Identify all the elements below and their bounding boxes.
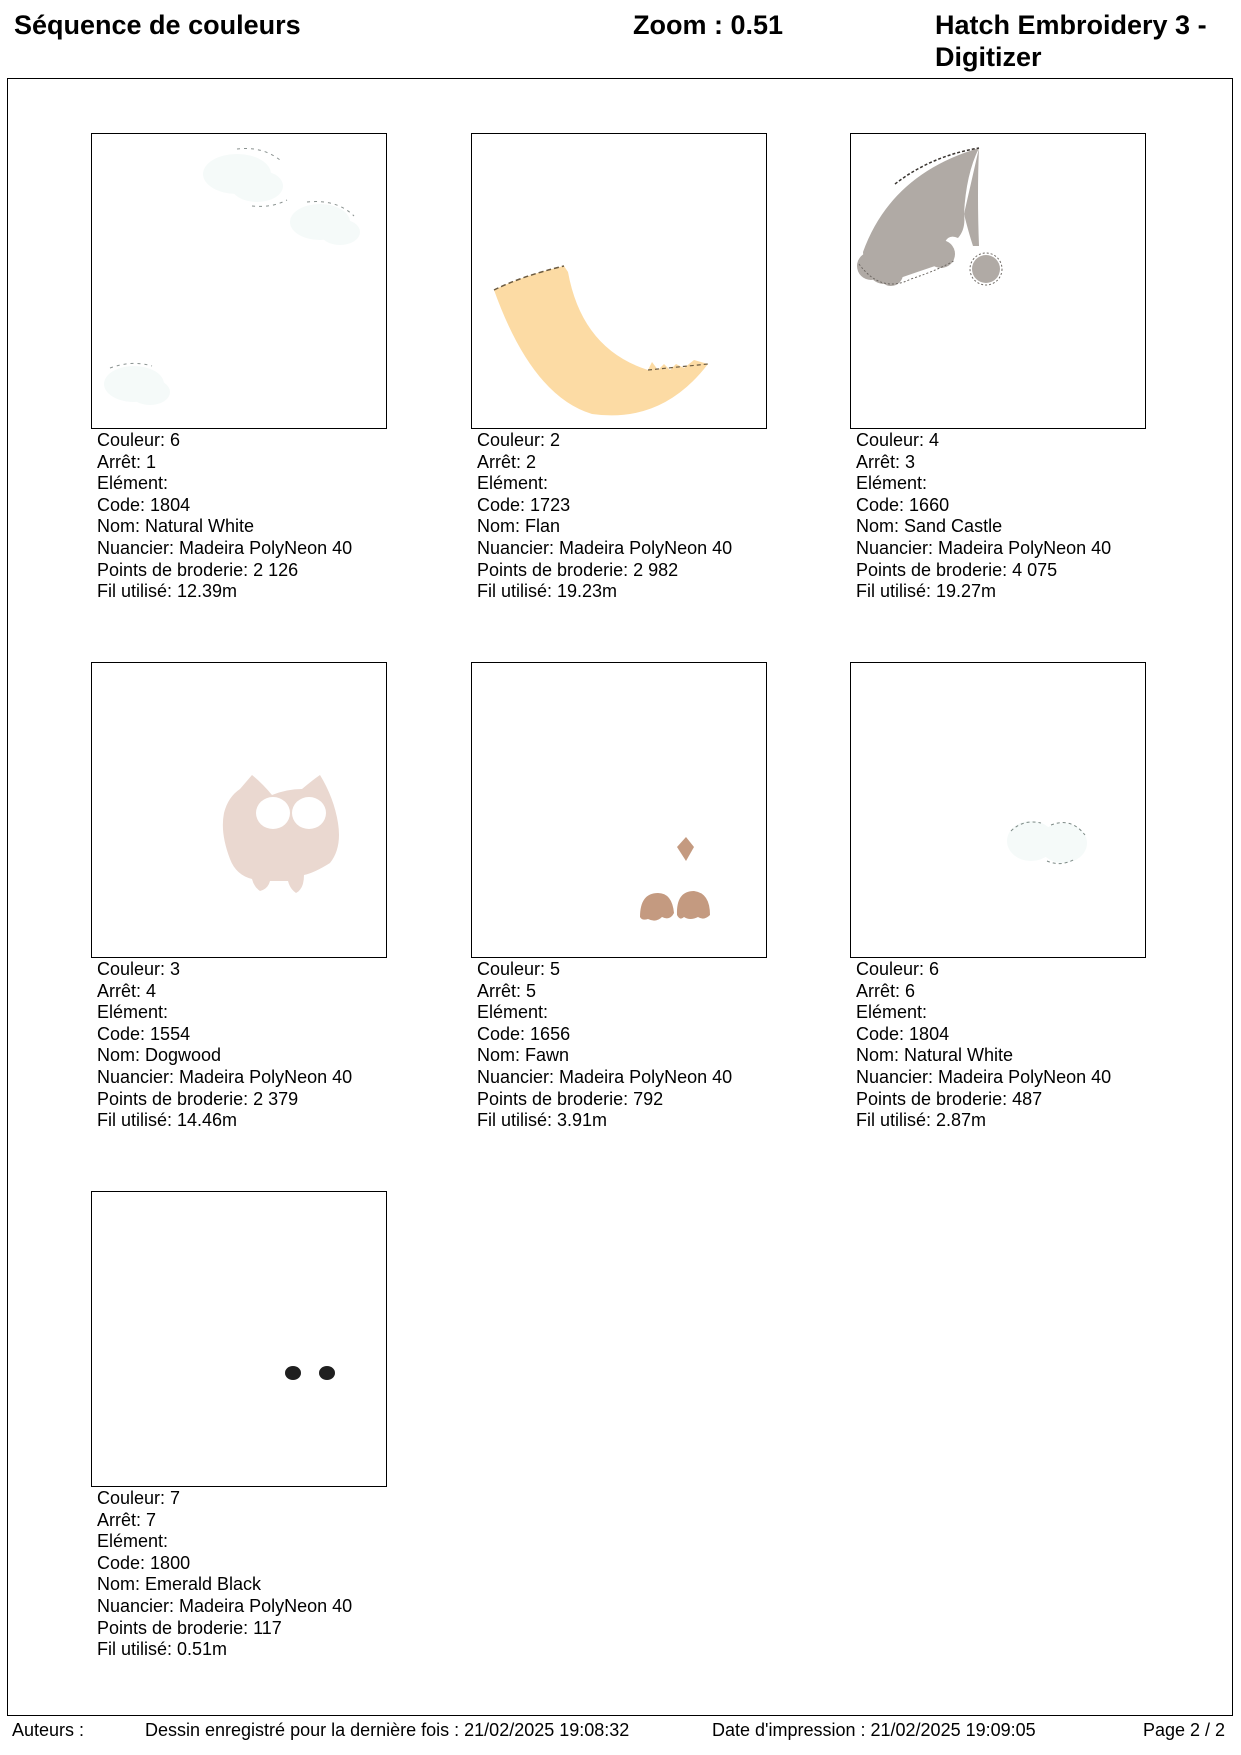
nuancier-value: Madeira PolyNeon 40 (179, 537, 353, 558)
zoom-label: Zoom : 0.51 (633, 10, 784, 40)
footer-saved-date: Dessin enregistré pour la dernière fois : 21/02/2025 19:08:32 (145, 1720, 630, 1740)
color-stop-preview (91, 1191, 387, 1487)
owl-beak-feet-icon (472, 663, 766, 957)
fil-value: 3.91m (557, 1110, 608, 1131)
nuancier-value: Madeira PolyNeon 40 (938, 537, 1112, 558)
points-value: 792 (633, 1088, 664, 1109)
fil-value: 14.46m (177, 1110, 238, 1131)
color-stop-details: Couleur: 5 Arrêt: 5 Elément: Code: 1656 Nom: Fawn Nuancier: Madeira PolyNeon 40 Points de broderie: 792 Fil utilisé: 3.91m (477, 959, 733, 1131)
nom-value: Emerald Black (145, 1574, 262, 1595)
fil-value: 0.51m (177, 1639, 228, 1660)
element-label: Elément: (477, 1002, 549, 1023)
couleur-value: 2 (550, 430, 561, 450)
fil-value: 2.87m (936, 1110, 987, 1131)
santa-hat-icon (851, 134, 1145, 428)
color-stop-preview (471, 133, 767, 429)
footer-page-number: Page 2 / 2 (1143, 1720, 1226, 1740)
moon-crescent-icon (472, 134, 766, 428)
points-value: 2 982 (633, 559, 679, 580)
nom-value: Fawn (525, 1045, 570, 1066)
couleur-value: 6 (170, 430, 181, 450)
points-value: 2 379 (253, 1088, 299, 1109)
code-value: 1554 (150, 1023, 191, 1044)
color-stop-preview (91, 662, 387, 958)
color-stop-details: Couleur: 6 Arrêt: 6 Elément: Code: 1804 Nom: Natural White Nuancier: Madeira PolyNeon 40 Points de broderie: 487 Fil utilisé: 2.87m (856, 959, 1112, 1131)
points-value: 487 (1012, 1088, 1043, 1109)
fil-value: 19.23m (557, 581, 618, 602)
application-name: Hatch Embroidery 3 - Digitizer (935, 10, 1207, 72)
color-stop-details: Couleur: 6 Arrêt: 1 Elément: Code: 1804 Nom: Natural White Nuancier: Madeira PolyNeon 40 Points de broderie: 2 126 Fil utilisé: 12.39m (97, 430, 353, 602)
footer-print-date: Date d'impression : 21/02/2025 19:09:05 (712, 1720, 1036, 1740)
code-value: 1804 (150, 494, 191, 515)
couleur-value: 5 (550, 959, 561, 979)
nuancier-value: Madeira PolyNeon 40 (559, 537, 733, 558)
nom-value: Natural White (904, 1045, 1014, 1066)
color-stop-details: Couleur: 2 Arrêt: 2 Elément: Code: 1723 Nom: Flan Nuancier: Madeira PolyNeon 40 Points de broderie: 2 982 Fil utilisé: 19.23m (477, 430, 733, 602)
arret-value: 6 (905, 980, 916, 1001)
element-label: Elément: (97, 1002, 169, 1023)
element-label: Elément: (856, 473, 928, 494)
arret-value: 5 (526, 980, 537, 1001)
owl-body-icon (92, 663, 386, 957)
arret-value: 7 (146, 1509, 157, 1530)
color-stop-details: Couleur: 4 Arrêt: 3 Elément: Code: 1660 Nom: Sand Castle Nuancier: Madeira PolyNeon 40 Points de broderie: 4 075 Fil utilisé: 19.27m (856, 430, 1112, 602)
element-label: Elément: (97, 1531, 169, 1552)
element-label: Elément: (97, 473, 169, 494)
points-value: 4 075 (1012, 559, 1058, 580)
color-stop-preview (850, 662, 1146, 958)
nuancier-value: Madeira PolyNeon 40 (559, 1066, 733, 1087)
nuancier-value: Madeira PolyNeon 40 (938, 1066, 1112, 1087)
code-value: 1660 (909, 494, 950, 515)
code-value: 1800 (150, 1552, 191, 1573)
color-stop-preview (850, 133, 1146, 429)
code-value: 1723 (530, 494, 571, 515)
owl-pupils-icon (92, 1192, 386, 1486)
code-value: 1804 (909, 1023, 950, 1044)
white-clouds-icon (92, 134, 386, 428)
color-stop-details: Couleur: 3 Arrêt: 4 Elément: Code: 1554 Nom: Dogwood Nuancier: Madeira PolyNeon 40 Points de broderie: 2 379 Fil utilisé: 14.46m (97, 959, 353, 1131)
nom-value: Sand Castle (904, 516, 1003, 537)
element-label: Elément: (856, 1002, 928, 1023)
nuancier-value: Madeira PolyNeon 40 (179, 1066, 353, 1087)
fil-value: 12.39m (177, 581, 238, 602)
couleur-value: 3 (170, 959, 181, 979)
color-stop-preview (91, 133, 387, 429)
code-value: 1656 (530, 1023, 571, 1044)
nom-value: Dogwood (145, 1045, 222, 1066)
nom-value: Flan (525, 516, 561, 537)
color-stop-preview (471, 662, 767, 958)
couleur-value: 4 (929, 430, 940, 450)
arret-value: 3 (905, 451, 916, 472)
arret-value: 2 (526, 451, 537, 472)
owl-eye-whites-icon (851, 663, 1145, 957)
couleur-value: 6 (929, 959, 940, 979)
nuancier-value: Madeira PolyNeon 40 (179, 1595, 353, 1616)
arret-value: 1 (146, 451, 157, 472)
color-stop-details: Couleur: 7 Arrêt: 7 Elément: Code: 1800 Nom: Emerald Black Nuancier: Madeira PolyNeon 40 Points de broderie: 117 Fil utilisé: 0.51m (97, 1488, 353, 1660)
footer-authors: Auteurs : (12, 1720, 85, 1740)
arret-value: 4 (146, 980, 157, 1001)
nom-value: Natural White (145, 516, 255, 537)
points-value: 117 (253, 1617, 282, 1638)
points-value: 2 126 (253, 559, 299, 580)
page-title: Séquence de couleurs (14, 10, 301, 40)
couleur-value: 7 (170, 1488, 181, 1508)
fil-value: 19.27m (936, 581, 997, 602)
element-label: Elément: (477, 473, 549, 494)
